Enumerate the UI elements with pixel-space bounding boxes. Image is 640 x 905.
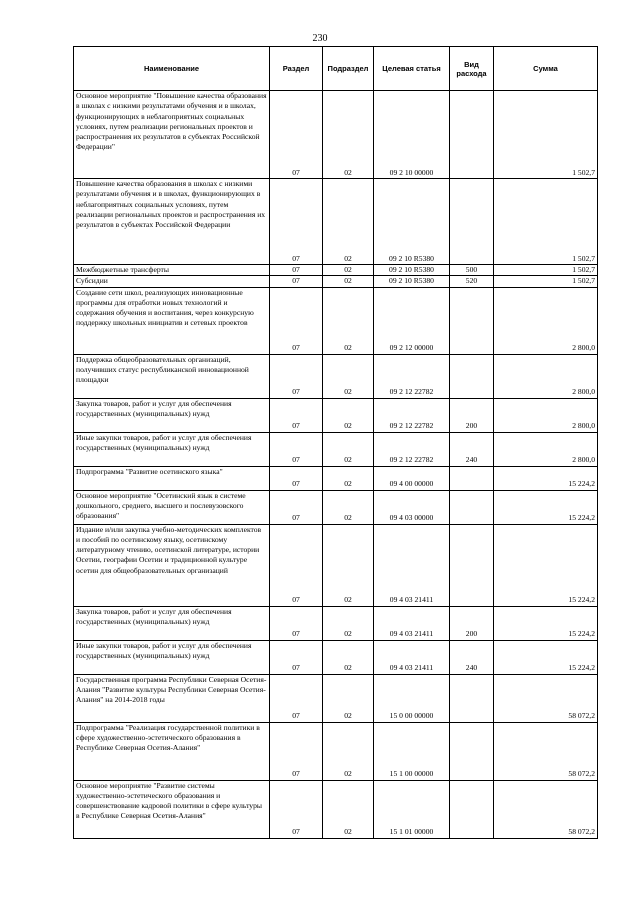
row-subsection: 02 bbox=[323, 722, 374, 780]
row-target-article: 09 4 00 00000 bbox=[374, 466, 450, 490]
row-subsection: 02 bbox=[323, 606, 374, 640]
row-amount: 1 502,7 bbox=[494, 179, 598, 265]
row-target-article: 09 2 10 R5380 bbox=[374, 265, 450, 276]
row-name: Закупка товаров, работ и услуг для обеспечения государственных (муниципальных) нужд bbox=[74, 606, 270, 640]
table-row bbox=[74, 276, 598, 287]
row-section: 07 bbox=[270, 674, 323, 722]
row-section: 07 bbox=[270, 265, 323, 276]
table-row bbox=[74, 722, 598, 780]
row-target-article: 09 2 12 22782 bbox=[374, 354, 450, 398]
row-section: 07 bbox=[270, 722, 323, 780]
budget-table bbox=[73, 46, 598, 839]
row-target-article: 09 2 10 R5380 bbox=[374, 276, 450, 287]
row-subsection: 02 bbox=[323, 265, 374, 276]
row-amount: 15 224,2 bbox=[494, 606, 598, 640]
row-amount: 58 072,2 bbox=[494, 674, 598, 722]
row-name: Иные закупки товаров, работ и услуг для обеспечения государственных (муниципальных) нужд bbox=[74, 432, 270, 466]
row-target-article: 09 2 12 22782 bbox=[374, 398, 450, 432]
row-name: Подпрограмма "Реализация государственной политики в сфере художественно-эстетического образования в Республике Северная Осетия-Алания" bbox=[74, 722, 270, 780]
header-target-article: Целевая статья bbox=[374, 47, 450, 91]
row-target-article: 15 1 00 00000 bbox=[374, 722, 450, 780]
row-section: 07 bbox=[270, 179, 323, 265]
row-subsection: 02 bbox=[323, 490, 374, 524]
row-expense-type bbox=[450, 674, 494, 722]
row-section: 07 bbox=[270, 640, 323, 674]
row-expense-type bbox=[450, 780, 494, 838]
row-expense-type bbox=[450, 354, 494, 398]
table-row bbox=[74, 466, 598, 490]
table-body bbox=[74, 91, 598, 839]
row-expense-type bbox=[450, 524, 494, 606]
row-subsection: 02 bbox=[323, 466, 374, 490]
table-row bbox=[74, 91, 598, 179]
row-subsection: 02 bbox=[323, 674, 374, 722]
row-target-article: 09 2 10 R5380 bbox=[374, 179, 450, 265]
row-section: 07 bbox=[270, 780, 323, 838]
page-number: 230 bbox=[312, 33, 328, 44]
header-amount: Сумма bbox=[494, 47, 598, 91]
row-expense-type: 240 bbox=[450, 432, 494, 466]
row-target-article: 09 4 03 21411 bbox=[374, 640, 450, 674]
table-row bbox=[74, 524, 598, 606]
row-target-article: 09 4 03 21411 bbox=[374, 606, 450, 640]
header-expense-type: Вид расхода bbox=[450, 47, 494, 91]
row-section: 07 bbox=[270, 398, 323, 432]
row-subsection: 02 bbox=[323, 524, 374, 606]
row-name: Субсидии bbox=[74, 276, 270, 287]
row-section: 07 bbox=[270, 606, 323, 640]
row-amount: 2 800,0 bbox=[494, 398, 598, 432]
row-expense-type bbox=[450, 91, 494, 179]
row-amount: 2 800,0 bbox=[494, 432, 598, 466]
table-row bbox=[74, 398, 598, 432]
row-amount: 1 502,7 bbox=[494, 276, 598, 287]
row-name: Государственная программа Республики Северная Осетия-Алания "Развитие культуры Республики Северная Осетия-Алания" на 2014-2018 годы bbox=[74, 674, 270, 722]
row-target-article: 09 2 10 00000 bbox=[374, 91, 450, 179]
table-row bbox=[74, 432, 598, 466]
row-expense-type bbox=[450, 490, 494, 524]
row-name: Издание и/или закупка учебно-методических комплектов и пособий по осетинскому языку, осетинскому литературному чтению, осетинской литературе, истории Осетии, географии Осетии и традиционной культуре осетин для общеобразовательных организаций bbox=[74, 524, 270, 606]
row-amount: 58 072,2 bbox=[494, 780, 598, 838]
row-subsection: 02 bbox=[323, 287, 374, 354]
row-name: Повышение качества образования в школах с низкими результатами обучения и в школах, функционирующих в неблагоприятных социальных условиях, путем реализации региональных проектов и распространения их результатов в субъектах Российской Федерации bbox=[74, 179, 270, 265]
table-row bbox=[74, 640, 598, 674]
row-name: Создание сети школ, реализующих инновационные программы для отработки новых технологий и содержания обучения и воспитания, через конкурсную поддержку школьных инициатив и сетевых проектов bbox=[74, 287, 270, 354]
table-row bbox=[74, 780, 598, 838]
row-name: Основное мероприятие "Осетинский язык в системе дошкольного, среднего, высшего и послевузовского образования" bbox=[74, 490, 270, 524]
table-row bbox=[74, 265, 598, 276]
row-expense-type bbox=[450, 722, 494, 780]
row-section: 07 bbox=[270, 276, 323, 287]
table-row bbox=[74, 674, 598, 722]
row-amount: 15 224,2 bbox=[494, 524, 598, 606]
table-header-row bbox=[74, 47, 598, 91]
row-name: Иные закупки товаров, работ и услуг для обеспечения государственных (муниципальных) нужд bbox=[74, 640, 270, 674]
row-subsection: 02 bbox=[323, 398, 374, 432]
row-target-article: 09 4 03 00000 bbox=[374, 490, 450, 524]
row-section: 07 bbox=[270, 524, 323, 606]
row-expense-type: 520 bbox=[450, 276, 494, 287]
table-row bbox=[74, 287, 598, 354]
row-name: Основное мероприятие "Развитие системы художественно-эстетического образования и совершенствование кадровой политики в сфере культуры в Республике Северная Осетия-Алания" bbox=[74, 780, 270, 838]
row-expense-type: 240 bbox=[450, 640, 494, 674]
header-section: Раздел bbox=[270, 47, 323, 91]
row-subsection: 02 bbox=[323, 91, 374, 179]
row-target-article: 15 1 01 00000 bbox=[374, 780, 450, 838]
row-subsection: 02 bbox=[323, 179, 374, 265]
row-subsection: 02 bbox=[323, 276, 374, 287]
row-target-article: 09 2 12 22782 bbox=[374, 432, 450, 466]
header-name: Наименование bbox=[74, 47, 270, 91]
row-section: 07 bbox=[270, 91, 323, 179]
row-amount: 15 224,2 bbox=[494, 466, 598, 490]
table-row bbox=[74, 354, 598, 398]
row-target-article: 09 2 12 00000 bbox=[374, 287, 450, 354]
row-subsection: 02 bbox=[323, 640, 374, 674]
row-amount: 15 224,2 bbox=[494, 490, 598, 524]
row-section: 07 bbox=[270, 287, 323, 354]
row-name: Межбюджетные трансферты bbox=[74, 265, 270, 276]
header-subsection: Подраздел bbox=[323, 47, 374, 91]
row-amount: 1 502,7 bbox=[494, 265, 598, 276]
row-section: 07 bbox=[270, 466, 323, 490]
row-name: Подпрограмма "Развитие осетинского языка" bbox=[74, 466, 270, 490]
row-expense-type: 500 bbox=[450, 265, 494, 276]
row-amount: 2 800,0 bbox=[494, 354, 598, 398]
row-amount: 15 224,2 bbox=[494, 640, 598, 674]
row-expense-type: 200 bbox=[450, 606, 494, 640]
row-expense-type bbox=[450, 179, 494, 265]
row-section: 07 bbox=[270, 490, 323, 524]
row-expense-type: 200 bbox=[450, 398, 494, 432]
row-amount: 58 072,2 bbox=[494, 722, 598, 780]
row-target-article: 09 4 03 21411 bbox=[374, 524, 450, 606]
row-expense-type bbox=[450, 287, 494, 354]
row-name: Поддержка общеобразовательных организаций, получивших статус республиканской инновационной площадки bbox=[74, 354, 270, 398]
table-row bbox=[74, 490, 598, 524]
table-row bbox=[74, 606, 598, 640]
row-subsection: 02 bbox=[323, 354, 374, 398]
row-section: 07 bbox=[270, 432, 323, 466]
row-target-article: 15 0 00 00000 bbox=[374, 674, 450, 722]
row-name: Закупка товаров, работ и услуг для обеспечения государственных (муниципальных) нужд bbox=[74, 398, 270, 432]
row-section: 07 bbox=[270, 354, 323, 398]
row-name: Основное мероприятие "Повышение качества образования в школах с низкими результатами обучения и в школах, функционирующих в неблагоприятных социальных условиях, путем реализации региональных проектов и распространения их результатов в субъектах Российской Федерации" bbox=[74, 91, 270, 179]
row-amount: 2 800,0 bbox=[494, 287, 598, 354]
row-subsection: 02 bbox=[323, 432, 374, 466]
row-expense-type bbox=[450, 466, 494, 490]
row-amount: 1 502,7 bbox=[494, 91, 598, 179]
table-row bbox=[74, 179, 598, 265]
row-subsection: 02 bbox=[323, 780, 374, 838]
